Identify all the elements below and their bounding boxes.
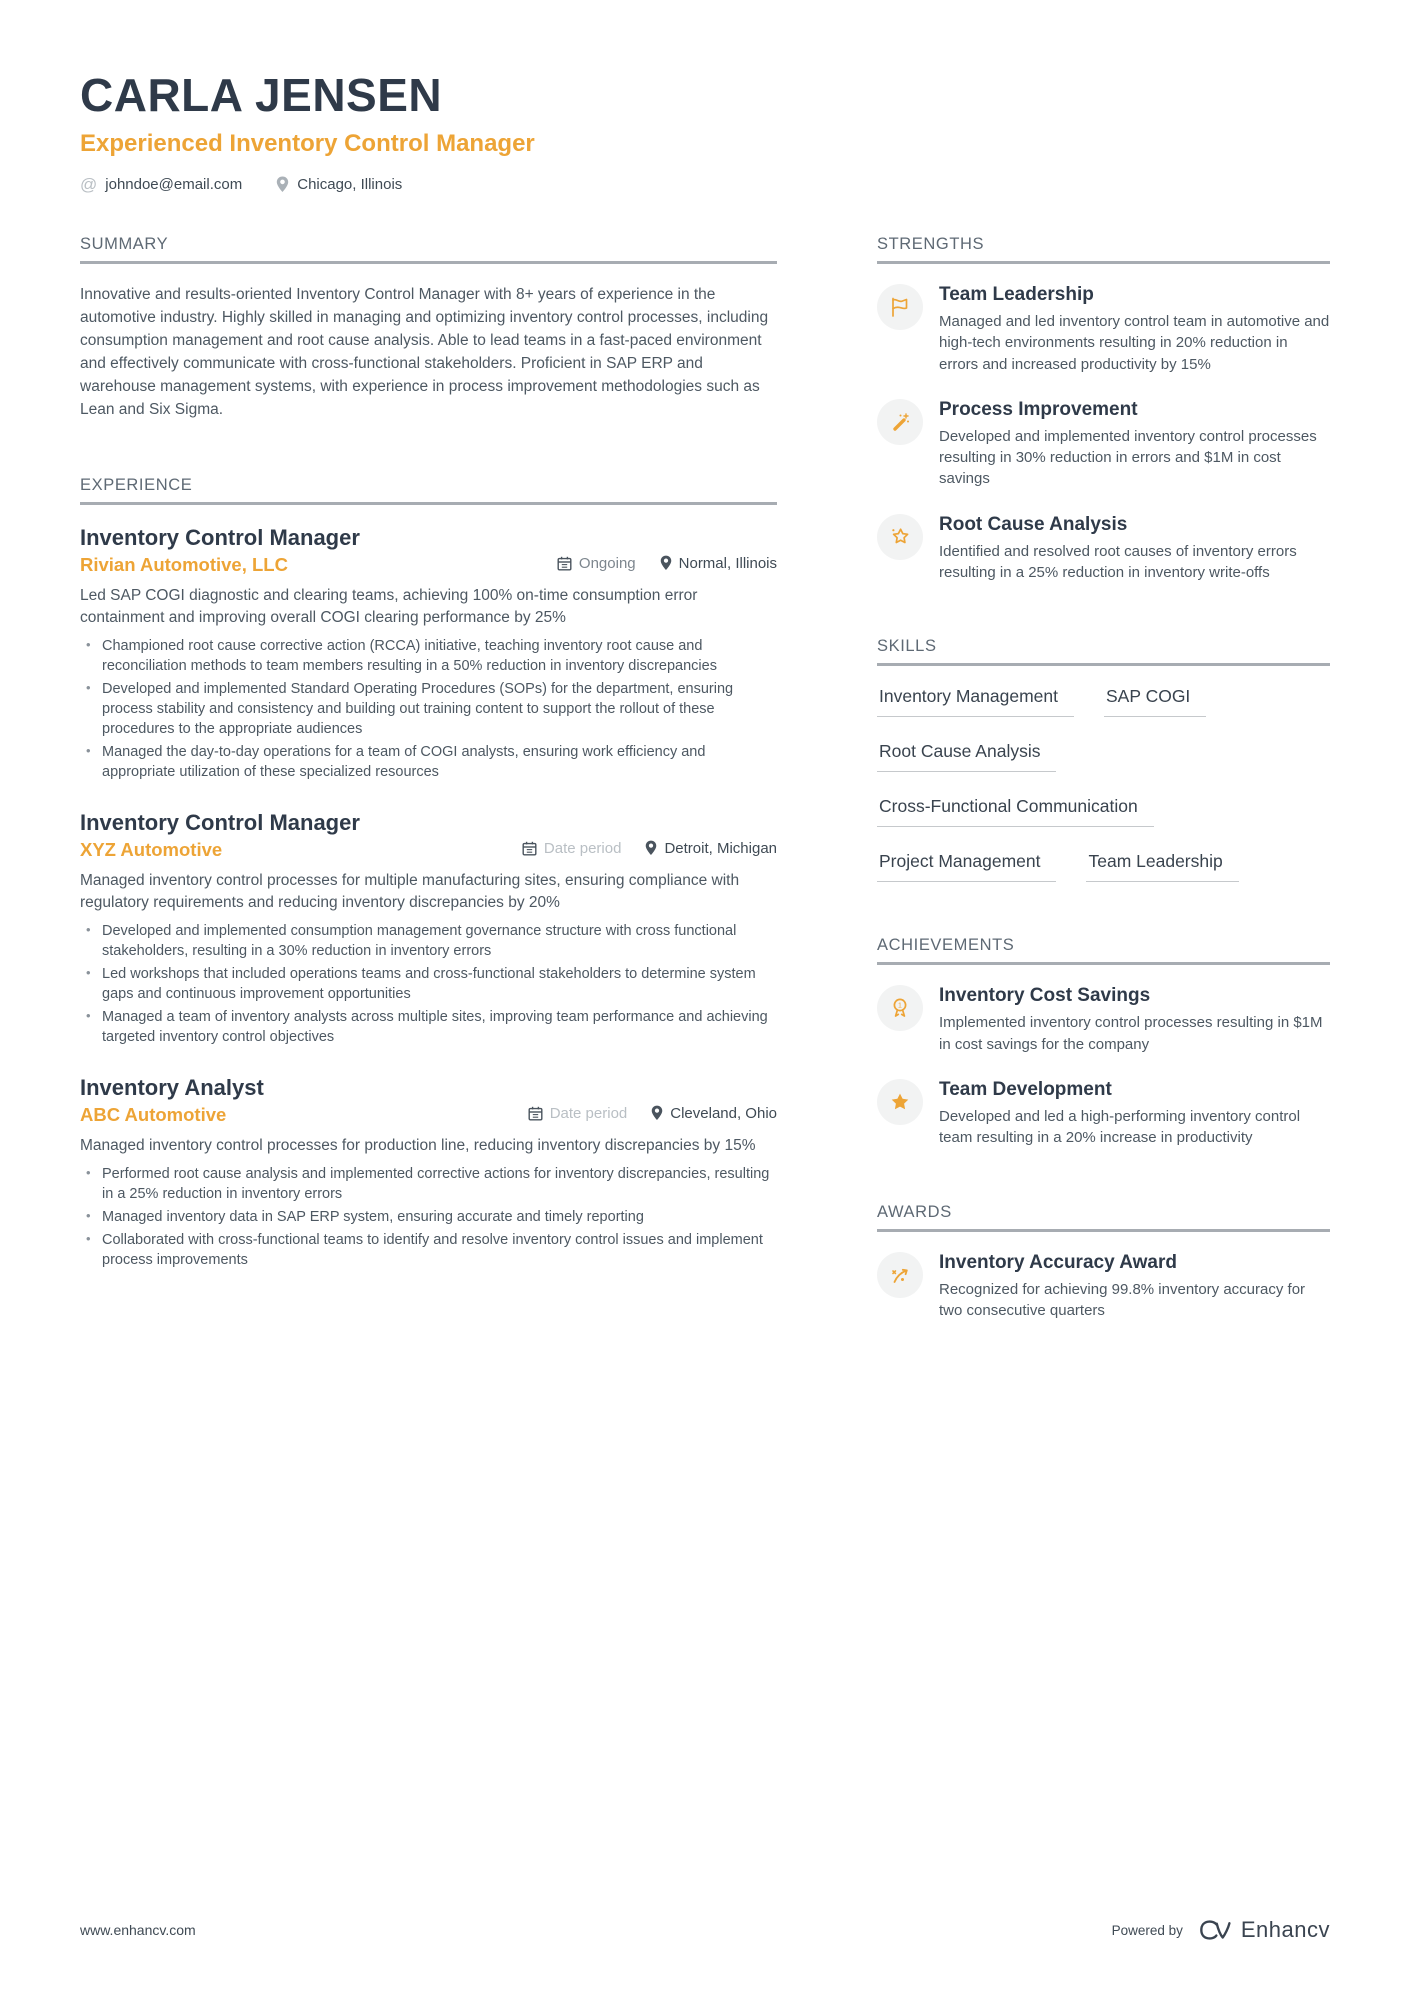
job-date-text: Date period [549, 1104, 628, 1122]
job-meta [522, 840, 777, 857]
strengths-section [877, 235, 1330, 583]
job-company: ABC Automotive [80, 1103, 227, 1125]
achievements-section [877, 936, 1330, 1148]
job-location [660, 555, 777, 572]
job-bullet: • Collaborated with cross-functional teams to identify and resolve inventory control issues and implement process improvements [102, 1230, 777, 1270]
experience-section [80, 476, 777, 1270]
job-meta-row [80, 554, 777, 576]
job-date [528, 1105, 628, 1122]
right-column [877, 235, 1330, 1375]
powered-by [1112, 1917, 1330, 1943]
job-location-text: Detroit, Michigan [664, 839, 777, 857]
strategy-arrow-icon [877, 1252, 923, 1298]
skill-tag: Root Cause Analysis [877, 741, 1056, 772]
job-summary: Led SAP COGI diagnostic and clearing teams, achieving 100% on-time consumption error containment and improving overall COGI clearing performance by 25% [80, 586, 698, 626]
medal-icon [877, 985, 923, 1031]
strength-text: Managed and led inventory control team in automotive and high-tech environments resulting in 20% reduction in errors and increased productivity by 15% [939, 313, 1330, 373]
job-location [651, 1105, 777, 1122]
award-content [939, 1252, 1330, 1322]
location-text: Chicago, Illinois [297, 176, 403, 193]
email-contact[interactable] [80, 176, 242, 193]
job-bullet-list [80, 1164, 777, 1270]
location-contact [276, 176, 402, 193]
experience-entry [80, 525, 777, 782]
footer-website-link[interactable]: www.enhancv.com [80, 1922, 196, 1938]
skills-heading: SKILLS [877, 637, 1330, 666]
strength-title: Team Leadership [939, 284, 1094, 305]
left-column [80, 235, 777, 1375]
job-title: Inventory Control Manager [80, 524, 360, 550]
job-date-text: Ongoing [578, 554, 636, 572]
strength-content [939, 284, 1330, 375]
job-location [645, 840, 777, 857]
job-location-text: Cleveland, Ohio [670, 1104, 777, 1122]
star-outline-icon [877, 514, 923, 560]
pin-icon [660, 555, 672, 571]
email-at-icon: @ [80, 175, 98, 194]
job-bullet: • Managed inventory data in SAP ERP system, ensuring accurate and timely reporting [102, 1207, 777, 1227]
job-meta [557, 555, 777, 572]
svg-text:1: 1 [898, 1002, 902, 1010]
skills-section [877, 637, 1330, 882]
award-text: Recognized for achieving 99.8% inventory accuracy for two consecutive quarters [939, 1280, 1306, 1319]
skill-tag: Team Leadership [1086, 851, 1238, 882]
job-bullet: • Performed root cause analysis and implemented corrective actions for inventory discrepancies, resulting in a 25% reduction in inventory errors [102, 1164, 777, 1204]
calendar-icon [528, 1106, 543, 1121]
job-bullet: • Championed root cause corrective action (RCCA) initiative, teaching inventory root cause and reconciliation methods to team members resulting in a 50% reduction in inventory discrepancies [102, 636, 777, 676]
skills-list [877, 686, 1330, 882]
summary-section [80, 235, 777, 422]
skill-tag: SAP COGI [1104, 686, 1206, 717]
magic-wand-icon [877, 399, 923, 445]
job-bullet: • Developed and implemented Standard Operating Procedures (SOPs) for the department, ensuring process stability and consistency and building out training content to support the rollout of these procedures to the appropriate audiences [102, 679, 777, 739]
achievement-text: Implemented inventory control processes resulting in $1M in cost savings for the company [939, 1014, 1323, 1053]
job-date-text: Date period [543, 839, 622, 857]
resume-header [0, 0, 1410, 193]
strength-title: Root Cause Analysis [939, 513, 1128, 535]
strength-text: Developed and implemented inventory control processes resulting in 30% reduction in errors and $1M in cost savings [939, 427, 1317, 488]
enhancv-logo-icon [1195, 1917, 1233, 1943]
job-summary: Managed inventory control processes for production line, reducing inventory discrepancies by 15% [80, 1136, 756, 1154]
achievement-text: Developed and led a high-performing inventory control team resulting in a 20% increase in productivity [939, 1107, 1301, 1147]
experience-entry [80, 1075, 777, 1270]
pin-icon [645, 840, 657, 856]
job-bullet-list [80, 921, 777, 1047]
strength-title: Process Improvement [939, 398, 1138, 420]
job-bullet: • Developed and implemented consumption management governance structure with cross functional stakeholders, resulting in a 30% reduction in inventory errors [102, 921, 777, 961]
job-meta [528, 1105, 777, 1122]
summary-heading: SUMMARY [80, 235, 777, 264]
person-name: CARLA JENSEN [80, 69, 443, 121]
person-title: Experienced Inventory Control Manager [80, 130, 535, 157]
job-bullet-list [80, 636, 777, 782]
job-title: Inventory Analyst [80, 1074, 264, 1100]
skill-tag: Project Management [877, 851, 1056, 882]
strength-item [877, 514, 1330, 584]
calendar-icon [557, 556, 572, 571]
job-summary: Managed inventory control processes for multiple manufacturing sites, ensuring compliance with regulatory requirements and reducing inventory discrepancies by 20% [80, 871, 740, 911]
enhancv-logo[interactable] [1195, 1917, 1330, 1943]
experience-entry [80, 810, 777, 1047]
strength-text: Identified and resolved root causes of inventory errors resulting in a 25% reduction in inventory write-offs [939, 542, 1297, 582]
job-meta-row [80, 839, 777, 861]
summary-text: Innovative and results-oriented Inventory Control Manager with 8+ years of experience in the automotive industry. Highly skilled in managing and optimizing inventory control processes, including consumption management and root cause analysis. Able to lead teams in a fast-paced environment and effectively communicate with cross-functional stakeholders. Proficient in SAP ERP and warehouse management systems, with experience in process improvement methodologies such as Lean and Six Sigma. [80, 286, 769, 418]
achievements-heading: ACHIEVEMENTS [877, 936, 1330, 965]
strength-item [877, 284, 1330, 375]
job-date [522, 840, 622, 857]
strengths-heading: STRENGTHS [877, 235, 1330, 264]
location-pin-icon [276, 176, 289, 193]
resume-body [0, 235, 1410, 1375]
job-meta-row [80, 1104, 777, 1126]
achievement-item [877, 985, 1330, 1055]
award-title: Inventory Accuracy Award [939, 1251, 1177, 1273]
flag-icon [877, 284, 923, 330]
job-date [557, 555, 636, 572]
star-filled-icon [877, 1079, 923, 1125]
job-company: XYZ Automotive [80, 838, 223, 860]
awards-heading: AWARDS [877, 1203, 1330, 1232]
strength-content [939, 514, 1330, 584]
job-bullet: • Managed the day-to-day operations for a team of COGI analysts, ensuring work efficiency and appropriate utilization of these specialized resources [102, 742, 777, 782]
powered-by-label: Powered by [1111, 1922, 1183, 1938]
strength-item [877, 399, 1330, 490]
page-footer [80, 1917, 1330, 1943]
award-item [877, 1252, 1330, 1322]
job-bullet: • Managed a team of inventory analysts across multiple sites, improving team performance and achieving targeted inventory control objectives [102, 1007, 777, 1047]
job-company: Rivian Automotive, LLC [80, 553, 288, 575]
achievement-content [939, 985, 1330, 1055]
experience-heading: EXPERIENCE [80, 476, 777, 505]
contact-row [80, 176, 1330, 193]
pin-icon [651, 1105, 663, 1121]
job-bullet: • Led workshops that included operations teams and cross-functional stakeholders to determine system gaps and continuous improvement opportunities [102, 964, 777, 1004]
job-title: Inventory Control Manager [80, 809, 360, 835]
strength-content [939, 399, 1330, 490]
enhancv-logo-text: Enhancv [1240, 1917, 1330, 1942]
achievement-item [877, 1079, 1330, 1149]
skill-tag: Inventory Management [877, 686, 1074, 717]
achievement-title: Team Development [939, 1078, 1112, 1100]
calendar-icon [522, 841, 537, 856]
achievement-content [939, 1079, 1330, 1149]
awards-section [877, 1203, 1330, 1322]
achievement-title: Inventory Cost Savings [939, 985, 1151, 1007]
email-text: johndoe@email.com [105, 176, 243, 193]
job-location-text: Normal, Illinois [678, 554, 777, 572]
skill-tag: Cross-Functional Communication [877, 796, 1154, 827]
